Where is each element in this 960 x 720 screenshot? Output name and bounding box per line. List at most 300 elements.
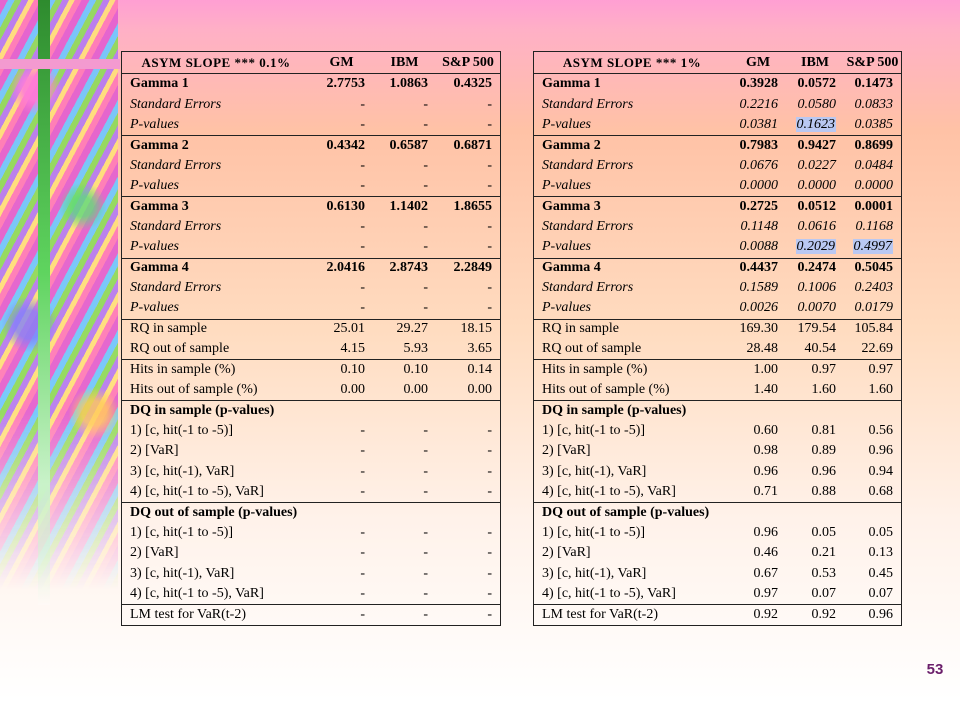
table-row xyxy=(122,421,500,441)
cell-ibm xyxy=(373,383,436,397)
row-label: Standard Errors xyxy=(542,158,634,173)
cell-ibm xyxy=(786,98,844,112)
table-row xyxy=(122,196,500,216)
table-row xyxy=(122,319,500,339)
table-row xyxy=(534,563,901,583)
row-label: Gamma 1 xyxy=(542,77,601,92)
cell-ibm xyxy=(373,342,436,356)
cell-value: - xyxy=(423,300,428,316)
cell-value: 0.0070 xyxy=(797,300,836,316)
cell-sp500 xyxy=(844,444,901,458)
row-label: Standard Errors xyxy=(130,219,222,234)
cell-value: 0.88 xyxy=(811,484,836,499)
cell-gm xyxy=(310,240,373,254)
cell-value: 5.93 xyxy=(403,341,428,357)
cell-sp500 xyxy=(436,608,500,622)
row-label: 1) [c, hit(-1 to -5)] xyxy=(542,423,646,438)
cell-value: - xyxy=(487,422,492,438)
table-row xyxy=(122,584,500,604)
row-label: 4) [c, hit(-1 to -5), VaR] xyxy=(542,586,676,601)
cell-value: 40.54 xyxy=(804,341,836,357)
row-label: 3) [c, hit(-1), VaR] xyxy=(542,566,647,581)
cell-sp500 xyxy=(844,200,901,214)
cell-value: - xyxy=(423,178,428,194)
cell-value: 0.45 xyxy=(868,565,893,581)
results-table-0-1-percent xyxy=(121,51,501,626)
table-row xyxy=(122,359,500,379)
cell-value: 1.00 xyxy=(753,362,778,378)
cell-value: - xyxy=(487,545,492,561)
cell-value: 0.0088 xyxy=(739,239,778,255)
row-label: Hits out of sample (%) xyxy=(542,383,670,398)
row-label: Standard Errors xyxy=(542,219,634,234)
row-label: Hits in sample (%) xyxy=(130,363,236,378)
cell-value: - xyxy=(360,443,365,459)
cell-value: 0.05 xyxy=(868,524,893,540)
cell-ibm xyxy=(786,567,844,581)
cell-sp500 xyxy=(436,159,500,173)
cell-value: 0.4342 xyxy=(326,137,365,153)
cell-sp500 xyxy=(436,240,500,254)
cell-value: - xyxy=(360,218,365,234)
cell-ibm xyxy=(786,179,844,193)
cell-sp500 xyxy=(844,261,901,275)
cell-sp500 xyxy=(436,424,500,438)
row-label: DQ out of sample (p-values) xyxy=(130,505,298,520)
cell-gm xyxy=(730,485,786,499)
table-row xyxy=(534,156,901,176)
row-label: Gamma 2 xyxy=(542,138,601,153)
cell-sp500 xyxy=(844,77,901,91)
cell-value: - xyxy=(360,463,365,479)
cell-value: 0.96 xyxy=(868,606,893,622)
row-label: Gamma 3 xyxy=(542,200,601,215)
cell-value: 0.07 xyxy=(811,585,836,601)
cell-value: - xyxy=(360,157,365,173)
row-label: DQ out of sample (p-values) xyxy=(542,505,710,520)
cell-sp500 xyxy=(844,281,901,295)
cell-ibm xyxy=(373,465,436,479)
cell-sp500 xyxy=(844,587,901,601)
table-row xyxy=(534,523,901,543)
cell-value: - xyxy=(423,585,428,601)
cell-value: - xyxy=(360,96,365,112)
table-row xyxy=(534,380,901,400)
cell-gm xyxy=(730,363,786,377)
table-row xyxy=(534,298,901,318)
cell-gm xyxy=(310,200,373,214)
table-row xyxy=(122,482,500,502)
row-label: Gamma 4 xyxy=(542,261,601,276)
highlighted-cell-value: 0.4997 xyxy=(853,239,892,255)
cell-value: 0.0000 xyxy=(854,178,893,194)
cell-value: 0.1148 xyxy=(740,218,778,234)
cell-sp500 xyxy=(436,261,500,275)
row-label: Standard Errors xyxy=(542,281,634,296)
cell-value: 0.8699 xyxy=(854,137,893,153)
row-label: 3) [c, hit(-1), VaR] xyxy=(130,464,235,479)
cell-gm xyxy=(310,159,373,173)
cell-value: 0.00 xyxy=(467,382,492,398)
table-row xyxy=(534,584,901,604)
cell-ibm xyxy=(373,485,436,499)
cell-value: 0.96 xyxy=(811,463,836,479)
cell-value: 2.2849 xyxy=(453,260,492,276)
row-label: P-values xyxy=(130,179,179,194)
table-row xyxy=(122,176,500,196)
cell-value: - xyxy=(423,157,428,173)
cell-ibm xyxy=(373,281,436,295)
cell-gm xyxy=(730,465,786,479)
table-row xyxy=(534,258,901,278)
cell-ibm xyxy=(786,383,844,397)
table-row xyxy=(534,278,901,298)
cell-value: 0.3928 xyxy=(739,76,778,92)
cell-sp500 xyxy=(844,240,901,254)
table-header xyxy=(534,52,901,74)
cell-gm xyxy=(730,98,786,112)
cell-ibm xyxy=(373,220,436,234)
cell-value: 0.0484 xyxy=(854,157,893,173)
cell-value: 29.27 xyxy=(396,321,428,337)
cell-value: 0.0833 xyxy=(854,96,893,112)
cell-value: 0.0385 xyxy=(854,116,893,132)
cell-ibm xyxy=(373,608,436,622)
cell-value: - xyxy=(487,443,492,459)
cell-value: - xyxy=(487,585,492,601)
cell-value: 0.10 xyxy=(340,362,365,378)
row-label: 1) [c, hit(-1 to -5)] xyxy=(130,423,234,438)
row-label: Standard Errors xyxy=(130,158,222,173)
page-number: 53 xyxy=(926,661,944,678)
row-label: Hits in sample (%) xyxy=(542,363,648,378)
cell-value: 25.01 xyxy=(333,321,365,337)
column-header-ibm: IBM xyxy=(390,54,419,70)
cell-value: 0.71 xyxy=(753,484,778,499)
row-label: 1) [c, hit(-1 to -5)] xyxy=(130,525,234,540)
cell-value: - xyxy=(423,463,428,479)
cell-sp500 xyxy=(436,322,500,336)
table-row xyxy=(534,502,901,522)
cell-sp500 xyxy=(436,281,500,295)
table-row xyxy=(534,421,901,441)
cell-gm xyxy=(310,608,373,622)
cell-value: - xyxy=(423,443,428,459)
cell-ibm xyxy=(786,139,844,153)
cell-value: - xyxy=(423,524,428,540)
row-label: P-values xyxy=(542,179,591,194)
cell-sp500 xyxy=(844,608,901,622)
cell-value: - xyxy=(423,96,428,112)
cell-value: 2.8743 xyxy=(389,260,428,276)
cell-sp500 xyxy=(436,220,500,234)
cell-ibm xyxy=(786,240,844,254)
row-label: LM test for VaR(t-2) xyxy=(542,607,658,622)
cell-ibm xyxy=(786,608,844,622)
cell-sp500 xyxy=(844,342,901,356)
table-row xyxy=(534,176,901,196)
cell-sp500 xyxy=(844,118,901,132)
table-row xyxy=(122,339,500,359)
cell-sp500 xyxy=(436,179,500,193)
cell-sp500 xyxy=(436,465,500,479)
table-row xyxy=(534,461,901,481)
cell-ibm xyxy=(786,77,844,91)
cell-value: 0.21 xyxy=(811,545,836,561)
column-header-ibm: IBM xyxy=(801,54,829,70)
cell-sp500 xyxy=(436,485,500,499)
table-row xyxy=(122,523,500,543)
table-row xyxy=(122,563,500,583)
cell-ibm xyxy=(373,159,436,173)
cell-value: 0.0616 xyxy=(797,218,836,234)
cell-value: - xyxy=(423,545,428,561)
cell-sp500 xyxy=(844,159,901,173)
cell-value: 1.0863 xyxy=(389,76,428,92)
cell-value: 0.0179 xyxy=(854,300,893,316)
cell-value: - xyxy=(360,280,365,296)
cell-value: 0.60 xyxy=(753,422,778,438)
table-title: ASYM SLOPE *** 0.1% xyxy=(141,54,291,70)
row-label: Gamma 3 xyxy=(130,200,189,215)
cell-value: - xyxy=(360,178,365,194)
cell-value: - xyxy=(360,585,365,601)
cell-value: 0.0001 xyxy=(854,199,893,215)
cell-value: 0.0580 xyxy=(797,96,836,112)
cell-ibm xyxy=(373,77,436,91)
cell-ibm xyxy=(786,424,844,438)
row-label: 2) [VaR] xyxy=(130,546,179,561)
decorative-side-strip xyxy=(0,0,118,720)
cell-gm xyxy=(310,118,373,132)
row-label: RQ out of sample xyxy=(130,342,230,357)
cell-value: 0.6130 xyxy=(326,199,365,215)
table-row xyxy=(534,196,901,216)
cell-ibm xyxy=(373,322,436,336)
cell-ibm xyxy=(373,587,436,601)
table-row xyxy=(534,482,901,502)
cell-sp500 xyxy=(844,220,901,234)
cell-gm xyxy=(310,363,373,377)
cell-ibm xyxy=(373,424,436,438)
cell-gm xyxy=(310,444,373,458)
row-label: Gamma 1 xyxy=(130,77,189,92)
cell-ibm xyxy=(786,587,844,601)
cell-ibm xyxy=(786,342,844,356)
cell-gm xyxy=(730,587,786,601)
cell-ibm xyxy=(786,220,844,234)
cell-sp500 xyxy=(844,139,901,153)
cell-value: 0.2725 xyxy=(739,199,778,215)
cell-value: - xyxy=(487,96,492,112)
cell-sp500 xyxy=(436,200,500,214)
cell-sp500 xyxy=(844,322,901,336)
cell-value: - xyxy=(423,239,428,255)
cell-gm xyxy=(730,200,786,214)
cell-ibm xyxy=(786,465,844,479)
table-header xyxy=(122,52,500,74)
row-label: LM test for VaR(t-2) xyxy=(130,607,246,622)
cell-value: 0.94 xyxy=(868,463,893,479)
cell-value: 0.0676 xyxy=(739,157,778,173)
cell-sp500 xyxy=(844,485,901,499)
row-label: DQ in sample (p-values) xyxy=(130,403,275,418)
table-row xyxy=(122,543,500,563)
cell-gm xyxy=(310,179,373,193)
cell-value: 0.89 xyxy=(811,443,836,459)
cell-value: 0.92 xyxy=(811,606,836,622)
cell-ibm xyxy=(786,200,844,214)
cell-ibm xyxy=(373,567,436,581)
cell-value: 179.54 xyxy=(797,321,836,337)
results-table-1-percent xyxy=(533,51,902,626)
cell-value: 0.0026 xyxy=(739,300,778,316)
cell-sp500 xyxy=(844,383,901,397)
table-row xyxy=(122,156,500,176)
cell-value: 0.67 xyxy=(753,565,778,581)
cell-value: - xyxy=(423,116,428,132)
table-row xyxy=(122,380,500,400)
cell-gm xyxy=(310,281,373,295)
cell-ibm xyxy=(786,301,844,315)
table-row xyxy=(122,237,500,257)
cell-gm xyxy=(730,159,786,173)
row-label: Hits out of sample (%) xyxy=(130,383,258,398)
cell-value: 1.8655 xyxy=(453,199,492,215)
decorative-pattern xyxy=(0,0,118,590)
cell-ibm xyxy=(373,546,436,560)
cell-value: 0.0572 xyxy=(797,76,836,92)
table-row xyxy=(534,339,901,359)
cell-ibm xyxy=(786,118,844,132)
cell-sp500 xyxy=(844,465,901,479)
cell-value: - xyxy=(423,606,428,622)
cell-value: 0.00 xyxy=(340,382,365,398)
table-row xyxy=(534,319,901,339)
cell-value: 0.2403 xyxy=(854,280,893,296)
column-header-gm: GM xyxy=(745,54,771,70)
cell-gm xyxy=(730,383,786,397)
table-row xyxy=(122,461,500,481)
cell-value: 22.69 xyxy=(861,341,893,357)
table-row xyxy=(534,543,901,563)
row-label: 4) [c, hit(-1 to -5), VaR] xyxy=(542,485,676,499)
cell-value: 0.1473 xyxy=(854,76,893,92)
cell-value: 0.97 xyxy=(811,362,836,378)
table-row xyxy=(534,135,901,155)
cell-ibm xyxy=(786,159,844,173)
cell-gm xyxy=(310,261,373,275)
cell-value: - xyxy=(423,422,428,438)
cell-sp500 xyxy=(844,179,901,193)
cell-sp500 xyxy=(436,567,500,581)
cell-value: - xyxy=(360,565,365,581)
cell-ibm xyxy=(786,444,844,458)
cell-value: 0.96 xyxy=(753,463,778,479)
cell-value: - xyxy=(360,606,365,622)
cell-value: - xyxy=(487,606,492,622)
cell-value: - xyxy=(360,422,365,438)
cell-value: 0.46 xyxy=(753,545,778,561)
cell-gm xyxy=(310,485,373,499)
table-row xyxy=(534,441,901,461)
cell-value: 0.98 xyxy=(753,443,778,459)
row-label: P-values xyxy=(130,301,179,316)
cell-ibm xyxy=(373,179,436,193)
cell-gm xyxy=(730,261,786,275)
cell-value: 1.60 xyxy=(868,382,893,398)
cell-value: 18.15 xyxy=(460,321,492,337)
cell-gm xyxy=(310,98,373,112)
cell-value: - xyxy=(360,524,365,540)
table-row xyxy=(122,441,500,461)
cell-sp500 xyxy=(436,546,500,560)
cell-value: 105.84 xyxy=(854,321,893,337)
table-row xyxy=(534,604,901,624)
cell-value: 0.9427 xyxy=(797,137,836,153)
cell-gm xyxy=(310,301,373,315)
table-row xyxy=(122,278,500,298)
cell-value: 0.7983 xyxy=(739,137,778,153)
cell-value: 2.7753 xyxy=(326,76,365,92)
cell-ibm xyxy=(786,526,844,540)
cell-gm xyxy=(310,526,373,540)
row-label: RQ out of sample xyxy=(542,342,642,357)
cell-value: 0.05 xyxy=(811,524,836,540)
row-label: 3) [c, hit(-1), VaR] xyxy=(542,464,647,479)
table-row xyxy=(534,359,901,379)
cell-gm xyxy=(730,424,786,438)
cell-value: 0.0000 xyxy=(797,178,836,194)
cell-gm xyxy=(310,220,373,234)
cell-sp500 xyxy=(844,363,901,377)
table-row xyxy=(534,217,901,237)
cell-value: 0.5045 xyxy=(854,260,893,276)
cell-sp500 xyxy=(844,526,901,540)
cell-value: 0.2474 xyxy=(797,260,836,276)
cell-value: 0.6587 xyxy=(389,137,428,153)
cell-gm xyxy=(730,546,786,560)
cell-value: 0.68 xyxy=(868,484,893,499)
cell-ibm xyxy=(373,139,436,153)
cell-sp500 xyxy=(844,424,901,438)
cell-value: 0.10 xyxy=(403,362,428,378)
cell-value: 0.6871 xyxy=(453,137,492,153)
cell-ibm xyxy=(786,546,844,560)
cell-gm xyxy=(730,118,786,132)
cell-gm xyxy=(730,240,786,254)
cell-value: - xyxy=(487,300,492,316)
cell-sp500 xyxy=(436,342,500,356)
cell-value: 0.13 xyxy=(868,545,893,561)
cell-value: - xyxy=(487,178,492,194)
cell-value: 0.96 xyxy=(868,443,893,459)
row-label: Standard Errors xyxy=(130,281,222,296)
cell-sp500 xyxy=(436,383,500,397)
table-body xyxy=(122,74,500,625)
cell-sp500 xyxy=(436,526,500,540)
cell-value: 3.65 xyxy=(467,341,492,357)
table-row xyxy=(122,400,500,420)
cell-gm xyxy=(310,587,373,601)
cell-value: - xyxy=(487,239,492,255)
cell-sp500 xyxy=(436,444,500,458)
table-row xyxy=(122,258,500,278)
cell-value: 0.0512 xyxy=(797,199,836,215)
column-header-sp500: S&P 500 xyxy=(846,54,899,70)
table-row xyxy=(534,74,901,94)
cell-value: - xyxy=(487,463,492,479)
